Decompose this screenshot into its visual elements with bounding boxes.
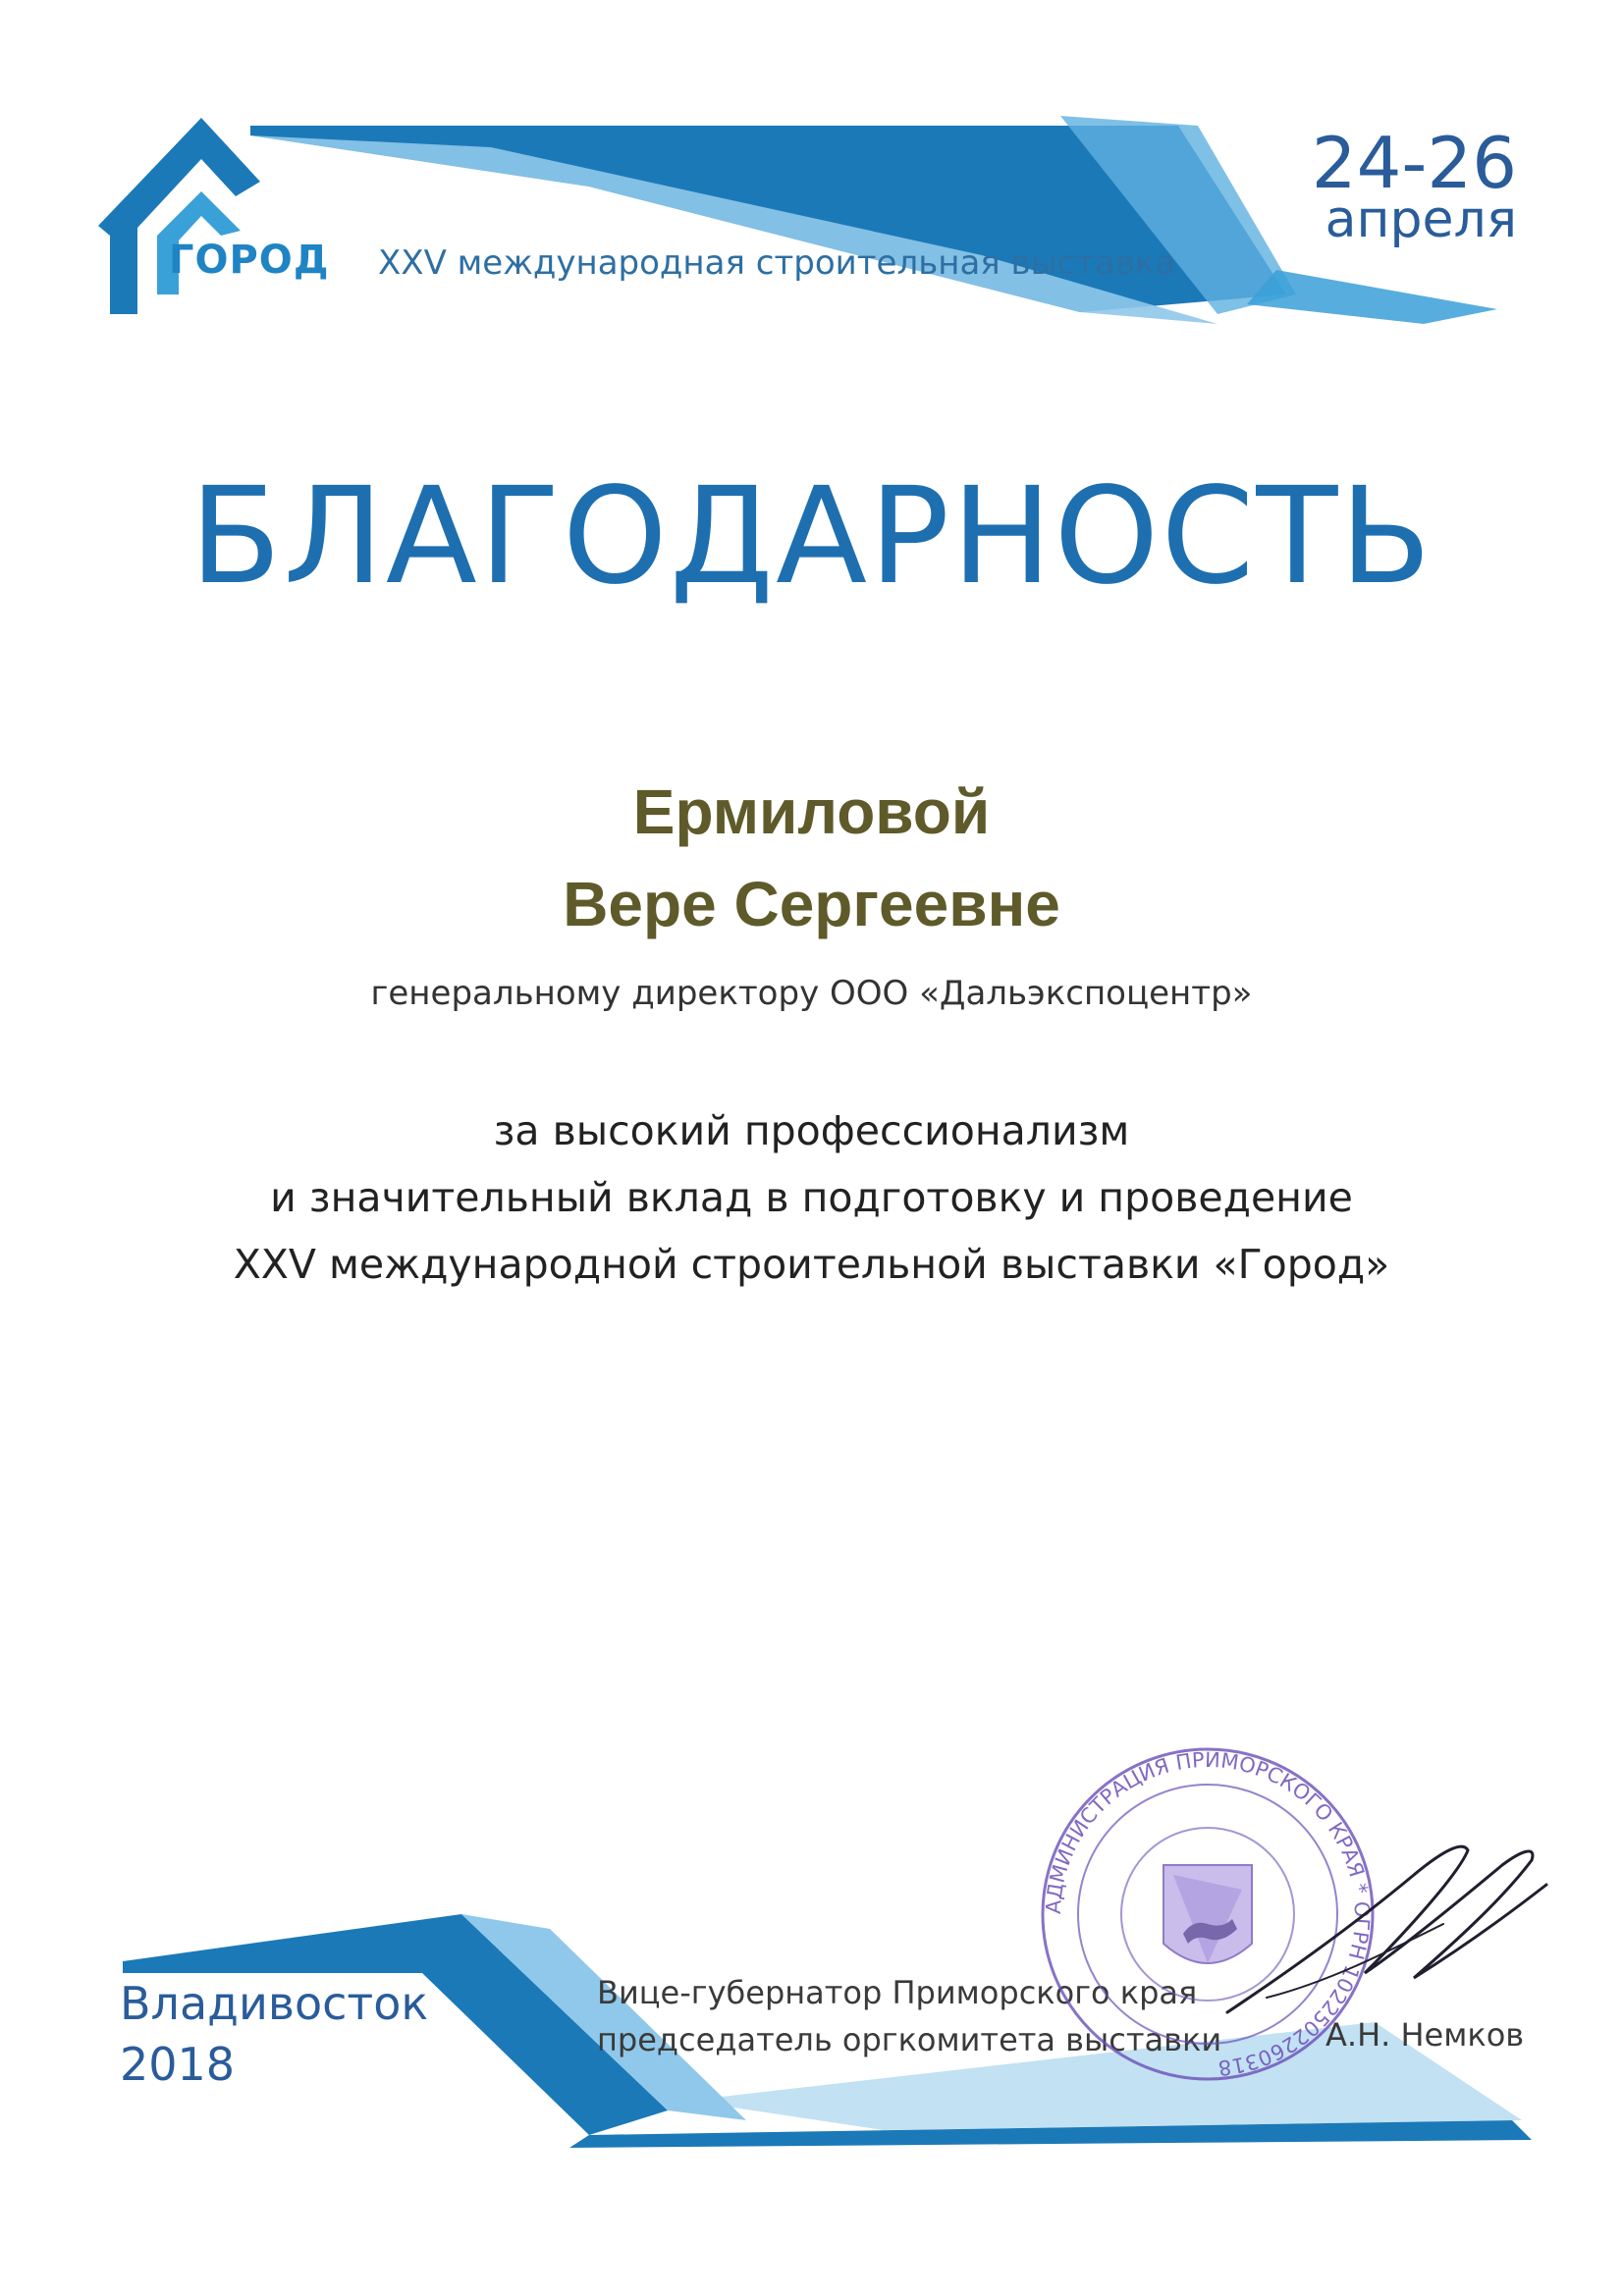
logo-wordmark: ГОРОД	[169, 238, 330, 283]
recipient-name	[0, 766, 1623, 950]
reason-line-2: и значительный вклад в подготовку и проведение	[270, 1174, 1353, 1221]
city: Владивосток	[120, 1977, 429, 2030]
date-range: 24-26	[1311, 122, 1517, 204]
recipient-given-names: Вере Сергеевне	[563, 869, 1060, 939]
signer-title-line-1: Вице-губернатор Приморского края	[597, 1974, 1198, 2011]
reason-line-1: за высокий профессионализм	[493, 1107, 1130, 1154]
date-month: апреля	[1325, 190, 1517, 249]
event-dates	[1311, 122, 1517, 249]
recipient-surname: Ермиловой	[632, 776, 991, 847]
reason-line-3: XXV международной строительной выставки «Город»	[233, 1241, 1390, 1288]
event-subtitle: XXV международная строительная выставка	[378, 243, 1176, 283]
year: 2018	[120, 2038, 236, 2091]
award-reason	[0, 1097, 1623, 1298]
stamp-text: АДМИНИСТРАЦИЯ ПРИМОРСКОГО КРАЯ * ОГРН 1022502260318	[1041, 1747, 1375, 2080]
signer-name: А.Н. Немков	[1325, 2016, 1525, 2054]
recipient-position: генеральному директору ООО «Дальэкспоцентр»	[370, 974, 1253, 1013]
logo-house-icon	[98, 118, 260, 314]
handwritten-signature	[1208, 1806, 1561, 2042]
document-title: БЛАГОДАРНОСТЬ	[189, 459, 1434, 614]
city-year	[120, 1973, 428, 2095]
top-banner-tail	[1247, 270, 1497, 324]
signer-title-line-2: председатель оргкомитета выставки	[597, 2021, 1222, 2058]
